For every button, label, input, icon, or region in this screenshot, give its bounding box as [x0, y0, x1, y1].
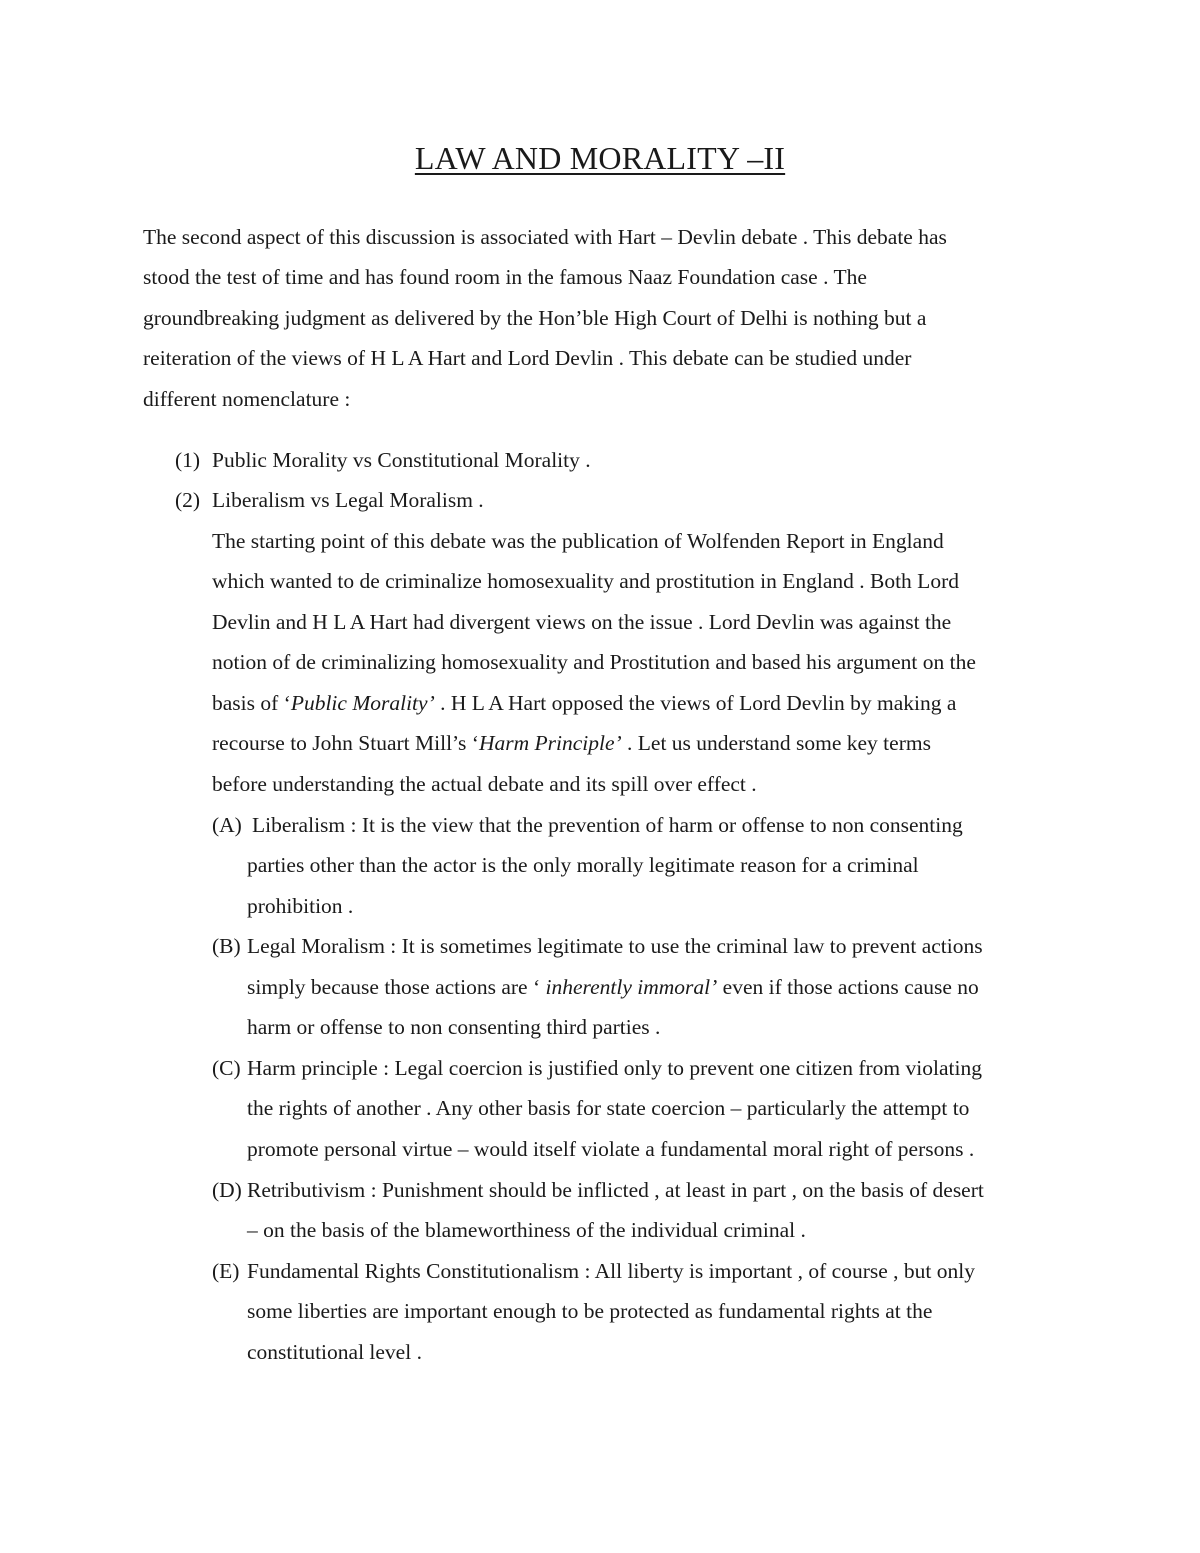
term-label: (D) [212, 1178, 242, 1202]
debate-line: before understanding the actual debate and its spill over effect . [212, 772, 757, 796]
list-item-text: Liberalism vs Legal Moralism . [212, 488, 484, 512]
intro-line: different nomenclature : [143, 387, 351, 411]
debate-text: . Let us understand some key terms [621, 731, 931, 755]
debate-line [212, 730, 931, 756]
debate-line: Devlin and H L A Hart had divergent views on the issue . Lord Devlin was against the [212, 610, 952, 634]
term-text: harm or offense to non consenting third parties . [247, 1015, 661, 1039]
intro-line: The second aspect of this discussion is associated with Hart – Devlin debate . This debate has [143, 225, 947, 249]
term-text: Liberalism : It is the view that the prevention of harm or offense to non consenting [252, 813, 963, 837]
term-text: – on the basis of the blameworthiness of the individual criminal . [247, 1218, 806, 1242]
emphasis-public-morality: Public Morality’ [290, 691, 435, 715]
term-text: some liberties are important enough to be protected as fundamental rights at the [247, 1299, 933, 1323]
list-item-number: (1) [175, 448, 201, 472]
intro-line: stood the test of time and has found room in the famous Naaz Foundation case . The [143, 265, 867, 289]
term-label: (B) [212, 934, 241, 958]
term-text [247, 974, 979, 1000]
emphasis-inherently-immoral: inherently immoral’ [545, 975, 718, 999]
term-text: constitutional level . [247, 1340, 422, 1364]
term-label: (E) [212, 1259, 240, 1283]
debate-text: basis of ‘ [212, 691, 291, 715]
term-text: Legal Moralism : It is sometimes legitimate to use the criminal law to prevent actions [247, 934, 983, 958]
debate-line [212, 690, 956, 716]
term-label: (C) [212, 1056, 241, 1080]
debate-line: which wanted to de criminalize homosexuality and prostitution in England . Both Lord [212, 569, 959, 593]
list-item-text: Public Morality vs Constitutional Morality . [212, 448, 591, 472]
term-text: promote personal virtue – would itself violate a fundamental moral right of persons . [247, 1137, 975, 1161]
debate-text: . H L A Hart opposed the views of Lord Devlin by making a [434, 691, 957, 715]
emphasis-harm-principle: Harm Principle’ [478, 731, 622, 755]
term-text: prohibition . [247, 894, 354, 918]
term-text-part: simply because those actions are ‘ [247, 975, 546, 999]
term-text: the rights of another . Any other basis for state coercion – particularly the attempt to [247, 1096, 970, 1120]
term-text: Retributivism : Punishment should be inflicted , at least in part , on the basis of desert [247, 1178, 984, 1202]
term-text: Fundamental Rights Constitutionalism : All liberty is important , of course , but only [247, 1259, 975, 1283]
term-label: (A) [212, 813, 242, 837]
list-item-number: (2) [175, 488, 201, 512]
term-text-part: even if those actions cause no [717, 975, 979, 999]
term-text: Harm principle : Legal coercion is justified only to prevent one citizen from violating [247, 1056, 982, 1080]
debate-text: recourse to John Stuart Mill’s ‘ [212, 731, 479, 755]
intro-line: groundbreaking judgment as delivered by the Hon’ble High Court of Delhi is nothing but a [143, 306, 927, 330]
debate-line: The starting point of this debate was the publication of Wolfenden Report in England [212, 529, 944, 553]
debate-line: notion of de criminalizing homosexuality and Prostitution and based his argument on the [212, 650, 976, 674]
term-text: parties other than the actor is the only morally legitimate reason for a criminal [247, 853, 919, 877]
intro-line: reiteration of the views of H L A Hart and Lord Devlin . This debate can be studied under [143, 346, 912, 370]
page-title: LAW AND MORALITY –II [414, 140, 786, 176]
